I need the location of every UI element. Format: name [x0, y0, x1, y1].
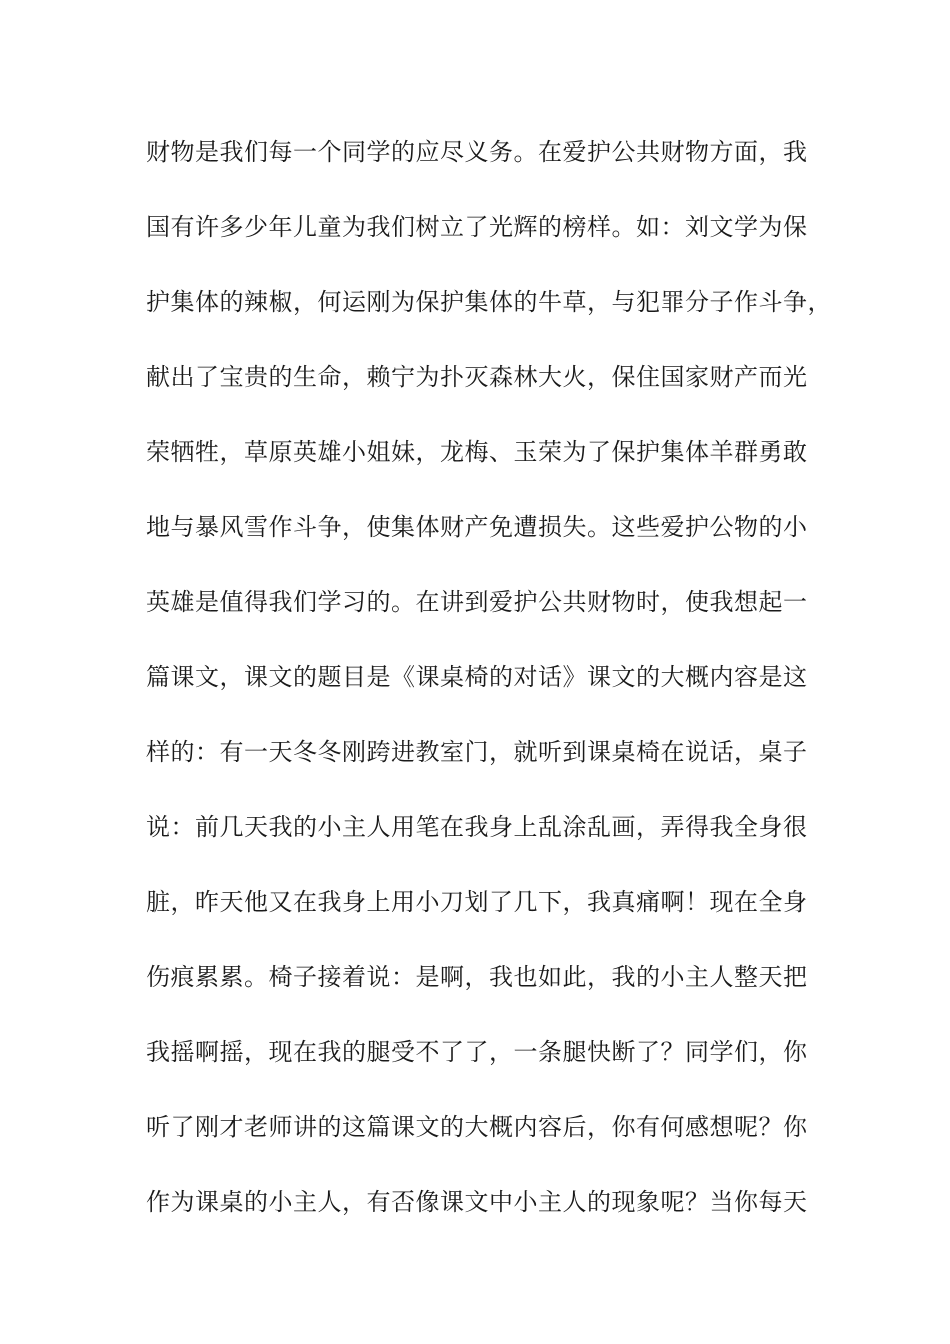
text-line-15: 作为课桌的小主人，有否像课文中小主人的现象呢？当你每天: [146, 1188, 808, 1216]
body-text: [146, 131, 832, 1256]
text-line-1: 财物是我们每一个同学的应尽义务。在爱护公共财物方面，我: [146, 138, 808, 166]
text-line-14: 听了刚才老师讲的这篇课文的大概内容后，你有何感想呢？你: [146, 1113, 808, 1141]
text-line-2: 国有许多少年儿童为我们树立了光辉的榜样。如：刘文学为保: [146, 213, 808, 241]
text-line-4: 献出了宝贵的生命，赖宁为扑灭森林大火，保住国家财产而光: [146, 363, 808, 391]
text-line-7: 英雄是值得我们学习的。在讲到爱护公共财物时，使我想起一: [146, 588, 808, 616]
text-line-11: 脏，昨天他又在我身上用小刀划了几下，我真痛啊！现在全身: [146, 888, 808, 916]
text-line-5: 荣牺牲，草原英雄小姐妹，龙梅、玉荣为了保护集体羊群勇敢: [146, 438, 808, 466]
text-line-13: 我摇啊摇，现在我的腿受不了了，一条腿快断了？同学们，你: [146, 1038, 808, 1066]
text-line-3: 护集体的辣椒，何运刚为保护集体的牛草，与犯罪分子作斗争，: [146, 288, 832, 316]
text-line-10: 说：前几天我的小主人用笔在我身上乱涂乱画，弄得我全身很: [146, 813, 808, 841]
text-line-9: 样的：有一天冬冬刚跨进教室门，就听到课桌椅在说话，桌子: [146, 738, 808, 766]
text-line-12: 伤痕累累。椅子接着说：是啊，我也如此，我的小主人整天把: [146, 963, 808, 991]
text-line-6: 地与暴风雪作斗争，使集体财产免遭损失。这些爱护公物的小: [146, 513, 808, 541]
text-line-8: 篇课文，课文的题目是《课桌椅的对话》课文的大概内容是这: [146, 663, 808, 691]
